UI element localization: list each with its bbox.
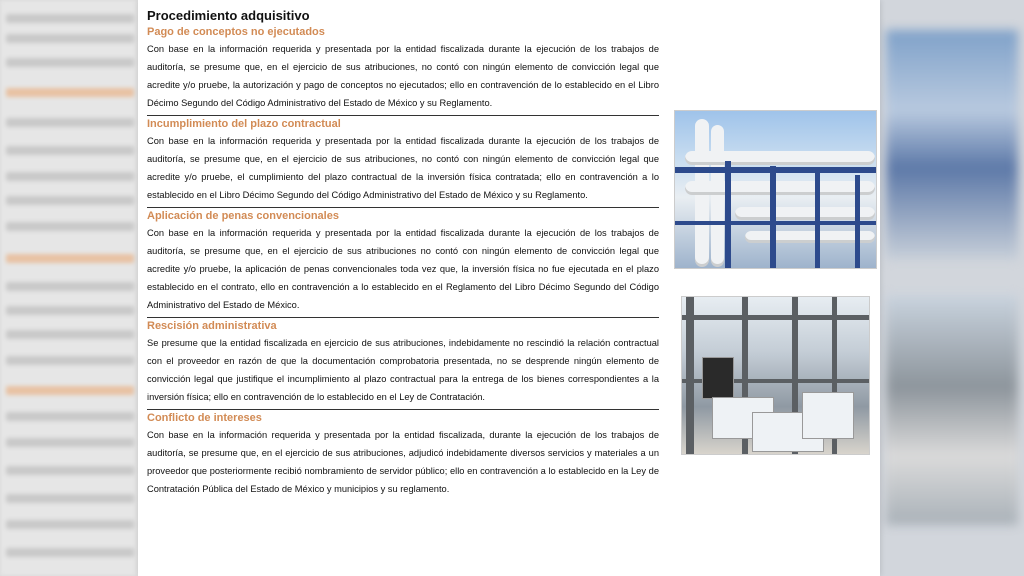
section-title: Conflicto de intereses — [147, 412, 262, 424]
section-text: Con base en la información requerida y presentada por la entidad fiscalizada durante la ejecución de los trabajos de auditoría, se presume que, en el ejercicio de sus atribuciones no contó con ningún elemento de convicción legal que acredite y/o pruebe, la aplicación de penas convencionales toda vez que, la inversión física no fue ejecutada en el plazo establecido en el contrato, ello en contravención a lo establecido en el Reglamento del Libro Décimo Segundo del Código Administrativo del Estado de México. — [147, 228, 659, 310]
blurred-right-strip — [880, 0, 1024, 576]
section-title: Rescisión administrativa — [147, 320, 277, 332]
blurred-left-strip — [0, 0, 140, 576]
construction-photo — [681, 296, 870, 455]
page-title: Procedimiento adquisitivo — [147, 8, 310, 23]
section-text: Con base en la información requerida y presentada por la entidad fiscalizada, durante la ejecución de los trabajos de auditoría, se presume que, en el ejercicio de sus atribuciones, adjudicó indebidamente diversos servicios y materiales a un proveedor que posteriormente recibió nombramiento de servidor público; ello en contravención a lo establecido en la Ley de Contratación Pública del Estado de México y municipios y su reglamento. — [147, 430, 659, 494]
section-text: Con base en la información requerida y presentada por la entidad fiscalizada durante la ejecución de los trabajos de auditoría, se presume que, en el ejercicio de sus atribuciones, no contó con ningún elemento de convicción legal que acredite y/o pruebe, el cumplimiento del plazo contractual de la inversión física contratada; ello en contravención a lo establecido en el Libro Décimo Segundo del Código Administrativo del Estado de México y su Reglamento. — [147, 136, 659, 200]
section-title: Aplicación de penas convencionales — [147, 210, 339, 222]
pipes-photo — [674, 110, 877, 269]
document-page — [138, 0, 880, 576]
section-incumplimiento-plazo — [147, 118, 659, 208]
section-title: Pago de conceptos no ejecutados — [147, 26, 325, 38]
document-content — [147, 8, 659, 503]
section-text: Se presume que la entidad fiscalizada en ejercicio de sus atribuciones, indebidamente no rescindió la relación contractual con el proveedor en razón de que la documentación comprobatoria presentada, no se desprende ningún elemento de convicción legal que justifique el incumplimiento al plazo contractual para la entrega de los bienes correspondientes a la inversión física; ello en contravención de lo establecido en el Ley de Contratación. — [147, 338, 659, 402]
section-text: Con base en la información requerida y presentada por la entidad fiscalizada durante la ejecución de los trabajos de auditoría, se presume que, en el ejercicio de sus atribuciones, no contó con ningún elemento de convicción legal que acredite y/o pruebe, la autorización y pago de conceptos no ejecutados; ello en contravención de lo establecido en el Libro Décimo Segundo del Código Administrativo del Estado de México y su Reglamento. — [147, 44, 659, 108]
section-conflicto-intereses — [147, 412, 659, 501]
section-title: Incumplimiento del plazo contractual — [147, 118, 341, 130]
section-penas-convencionales — [147, 210, 659, 318]
section-pago-conceptos — [147, 26, 659, 116]
section-rescision — [147, 320, 659, 410]
